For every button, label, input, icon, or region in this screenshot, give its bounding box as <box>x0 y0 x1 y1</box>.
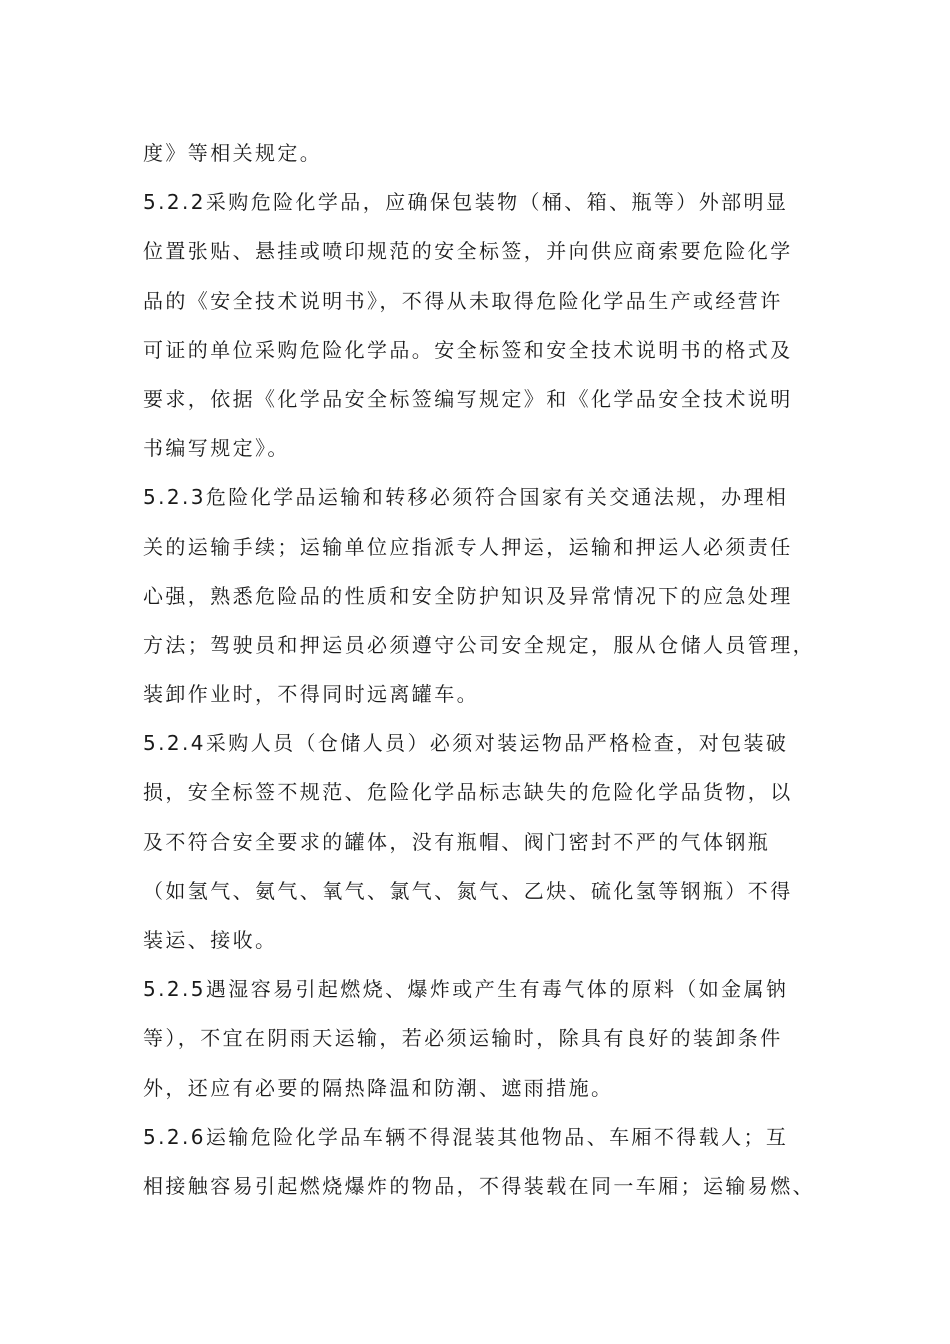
text-line: 5.2.6运输危险化学品车辆不得混装其他物品、车厢不得载人；互 <box>143 1124 789 1149</box>
text-line: 及不符合安全要求的罐体，没有瓶帽、阀门密封不严的气体钢瓶 <box>143 829 771 854</box>
text-line: 5.2.4采购人员（仓储人员）必须对装运物品严格检查，对包装破 <box>143 731 789 756</box>
text-line: 损，安全标签不规范、危险化学品标志缺失的危险化学品货物，以 <box>143 780 793 805</box>
text-line: 5.2.5遇湿容易引起燃烧、爆炸或产生有毒气体的原料（如金属钠 <box>143 977 789 1002</box>
text-line: 关的运输手续；运输单位应指派专人押运，运输和押运人必须责任 <box>143 534 793 559</box>
text-line: 可证的单位采购危险化学品。安全标签和安全技术说明书的格式及 <box>143 337 793 362</box>
text-line: 方法；驾驶员和押运员必须遵守公司安全规定，服从仓储人员管理， <box>143 632 815 657</box>
text-line: 书编写规定》。 <box>143 436 290 461</box>
text-line: （如氢气、氨气、氧气、氯气、氮气、乙炔、硫化氢等钢瓶）不得 <box>143 878 793 903</box>
text-line: 度》等相关规定。 <box>143 141 323 165</box>
text-line: 品的《安全技术说明书》，不得从未取得危险化学品生产或经营许 <box>143 288 783 313</box>
body-text <box>143 129 843 1211</box>
text-line: 等），不宜在阴雨天运输，若必须运输时，除具有良好的装卸条件 <box>143 1026 783 1051</box>
text-line: 装运、接收。 <box>143 928 278 952</box>
text-line: 相接触容易引起燃烧爆炸的物品，不得装载在同一车厢；运输易燃、 <box>143 1173 815 1198</box>
text-line: 外，还应有必要的隔热降温和防潮、遮雨措施。 <box>143 1075 614 1100</box>
text-line: 装卸作业时，不得同时远离罐车。 <box>143 682 479 707</box>
text-line: 要求，依据《化学品安全标签编写规定》和《化学品安全技术说明 <box>143 386 793 411</box>
text-line: 位置张贴、悬挂或喷印规范的安全标签，并向供应商索要危险化学 <box>143 239 793 264</box>
text-line: 5.2.2采购危险化学品，应确保包装物（桶、箱、瓶等）外部明显 <box>143 190 789 215</box>
text-line: 5.2.3危险化学品运输和转移必须符合国家有关交通法规，办理相 <box>143 485 789 510</box>
text-line: 心强，熟悉危险品的性质和安全防护知识及异常情况下的应急处理 <box>143 583 793 608</box>
